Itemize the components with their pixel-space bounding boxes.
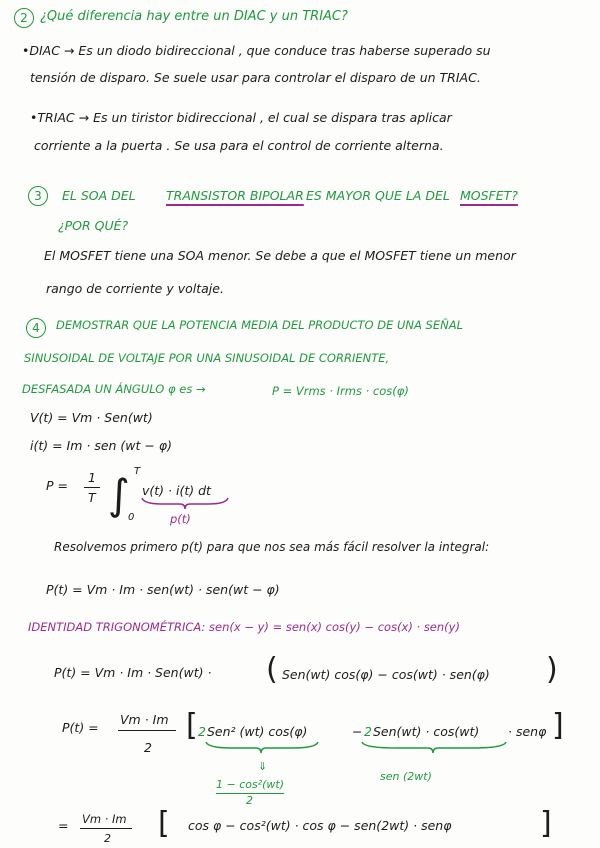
integral-lower-limit: 0 — [128, 512, 135, 523]
minus-sign: − — [352, 724, 363, 739]
integrand: v(t) · i(t) dt — [142, 483, 211, 498]
bracket-open: [ — [186, 708, 198, 743]
integral-sign: ∫ — [108, 470, 130, 519]
question-3-answer-2: rango de corriente y voltaje. — [46, 281, 224, 296]
term-2-brace — [360, 740, 508, 754]
bracket-close: ] — [552, 708, 564, 743]
note-double-angle: sen (2wt) — [380, 770, 432, 783]
integrand-brace — [140, 496, 230, 510]
question-4-title-1: DEMOSTRAR QUE LA POTENCIA MEDIA DEL PRODUCTO DE UNA SEÑAL — [56, 318, 463, 332]
question-3-title-d: MOSFET? — [460, 188, 518, 203]
current-equation: i(t) = Im · sen (wt − φ) — [30, 438, 172, 453]
diac-line-1: •DIAC → Es un diodo bidireccional , que conduce tras haberse superado su — [22, 43, 491, 58]
question-number-2: 2 — [14, 8, 34, 28]
term-sin-phi: · senφ — [508, 724, 547, 739]
resolve-text: Resolvemos primero p(t) para que nos sea más fácil resolver la integral: — [54, 540, 490, 554]
question-4-title-3b: P = Vrms · Irms · cos(φ) — [272, 384, 409, 398]
final-den: 2 — [104, 832, 111, 845]
fraction-bar — [84, 487, 100, 488]
pt-factored-num: Vm · Im — [120, 712, 169, 727]
question-3-answer-1: El MOSFET tiene una SOA menor. Se debe a que el MOSFET tiene un menor — [44, 248, 516, 263]
pt-product-equation: P(t) = Vm · Im · sen(wt) · sen(wt − φ) — [46, 582, 280, 597]
power-fraction-num: 1 — [88, 470, 96, 485]
term-sin-squared: Sen² (wt) cos(φ) — [207, 724, 308, 739]
pt-factored-lhs: P(t) = — [62, 720, 99, 735]
question-number-4: 4 — [26, 318, 46, 338]
trig-identity: IDENTIDAD TRIGONOMÉTRICA: sen(x − y) = sen(x) cos(y) − cos(x) · sen(y) — [28, 620, 460, 634]
voltage-equation: V(t) = Vm · Sen(wt) — [30, 410, 153, 425]
equals-sign: = — [58, 818, 69, 833]
question-number-3: 3 — [28, 186, 48, 206]
term-sin-cos: Sen(wt) · cos(wt) — [373, 724, 480, 739]
pt-expanded-terms: Sen(wt) cos(φ) − cos(wt) · sen(φ) — [282, 667, 490, 682]
question-3-title-c: ES MAYOR QUE LA DEL — [306, 188, 450, 203]
triac-line-2: corriente a la puerta . Se usa para el control de corriente alterna. — [34, 138, 444, 153]
question-4-title-3a: DESFASADA UN ÁNGULO φ es → — [22, 382, 206, 396]
power-lhs: P = — [46, 478, 68, 493]
final-expression: cos φ − cos²(wt) · cos φ − sen(2wt) · senφ — [188, 818, 452, 833]
integral-upper-limit: T — [134, 466, 141, 477]
question-2-title: ¿Qué diferencia hay entre un DIAC y un TRIAC? — [40, 9, 348, 24]
final-bracket-open: [ — [158, 806, 170, 841]
paren-close: ) — [546, 652, 558, 687]
question-4-title-2: SINUSOIDAL DE VOLTAJE POR UNA SINUSOIDAL DE CORRIENTE, — [24, 351, 390, 365]
final-num: Vm · Im — [82, 812, 127, 826]
coefficient-two-1: 2 — [198, 724, 206, 739]
triac-line-1: •TRIAC → Es un tiristor bidireccional , el cual se dispara tras aplicar — [30, 110, 452, 125]
diac-line-2: tensión de disparo. Se suele usar para controlar el disparo de un TRIAC. — [30, 70, 481, 85]
arrow-down: ⇓ — [258, 760, 268, 773]
question-3-title-a: EL SOA DEL — [62, 188, 136, 203]
note-identity-top: 1 − cos²(wt) — [216, 778, 285, 791]
fraction-bar — [80, 828, 132, 829]
fraction-bar — [118, 730, 176, 731]
power-fraction-den: T — [88, 490, 96, 505]
brace-label-pt: p(t) — [170, 512, 191, 526]
coefficient-two-2: 2 — [364, 724, 372, 739]
question-3-title-b: TRANSISTOR BIPOLAR — [166, 188, 304, 203]
final-bracket-close: ] — [540, 806, 552, 841]
pt-factored-den: 2 — [144, 740, 152, 755]
term-1-brace — [204, 740, 320, 754]
pt-expanded-lhs: P(t) = Vm · Im · Sen(wt) · — [54, 665, 212, 680]
paren-open: ( — [266, 652, 278, 687]
question-3-title-e: ¿POR QUÉ? — [58, 218, 129, 233]
note-identity-bot: 2 — [246, 794, 253, 807]
